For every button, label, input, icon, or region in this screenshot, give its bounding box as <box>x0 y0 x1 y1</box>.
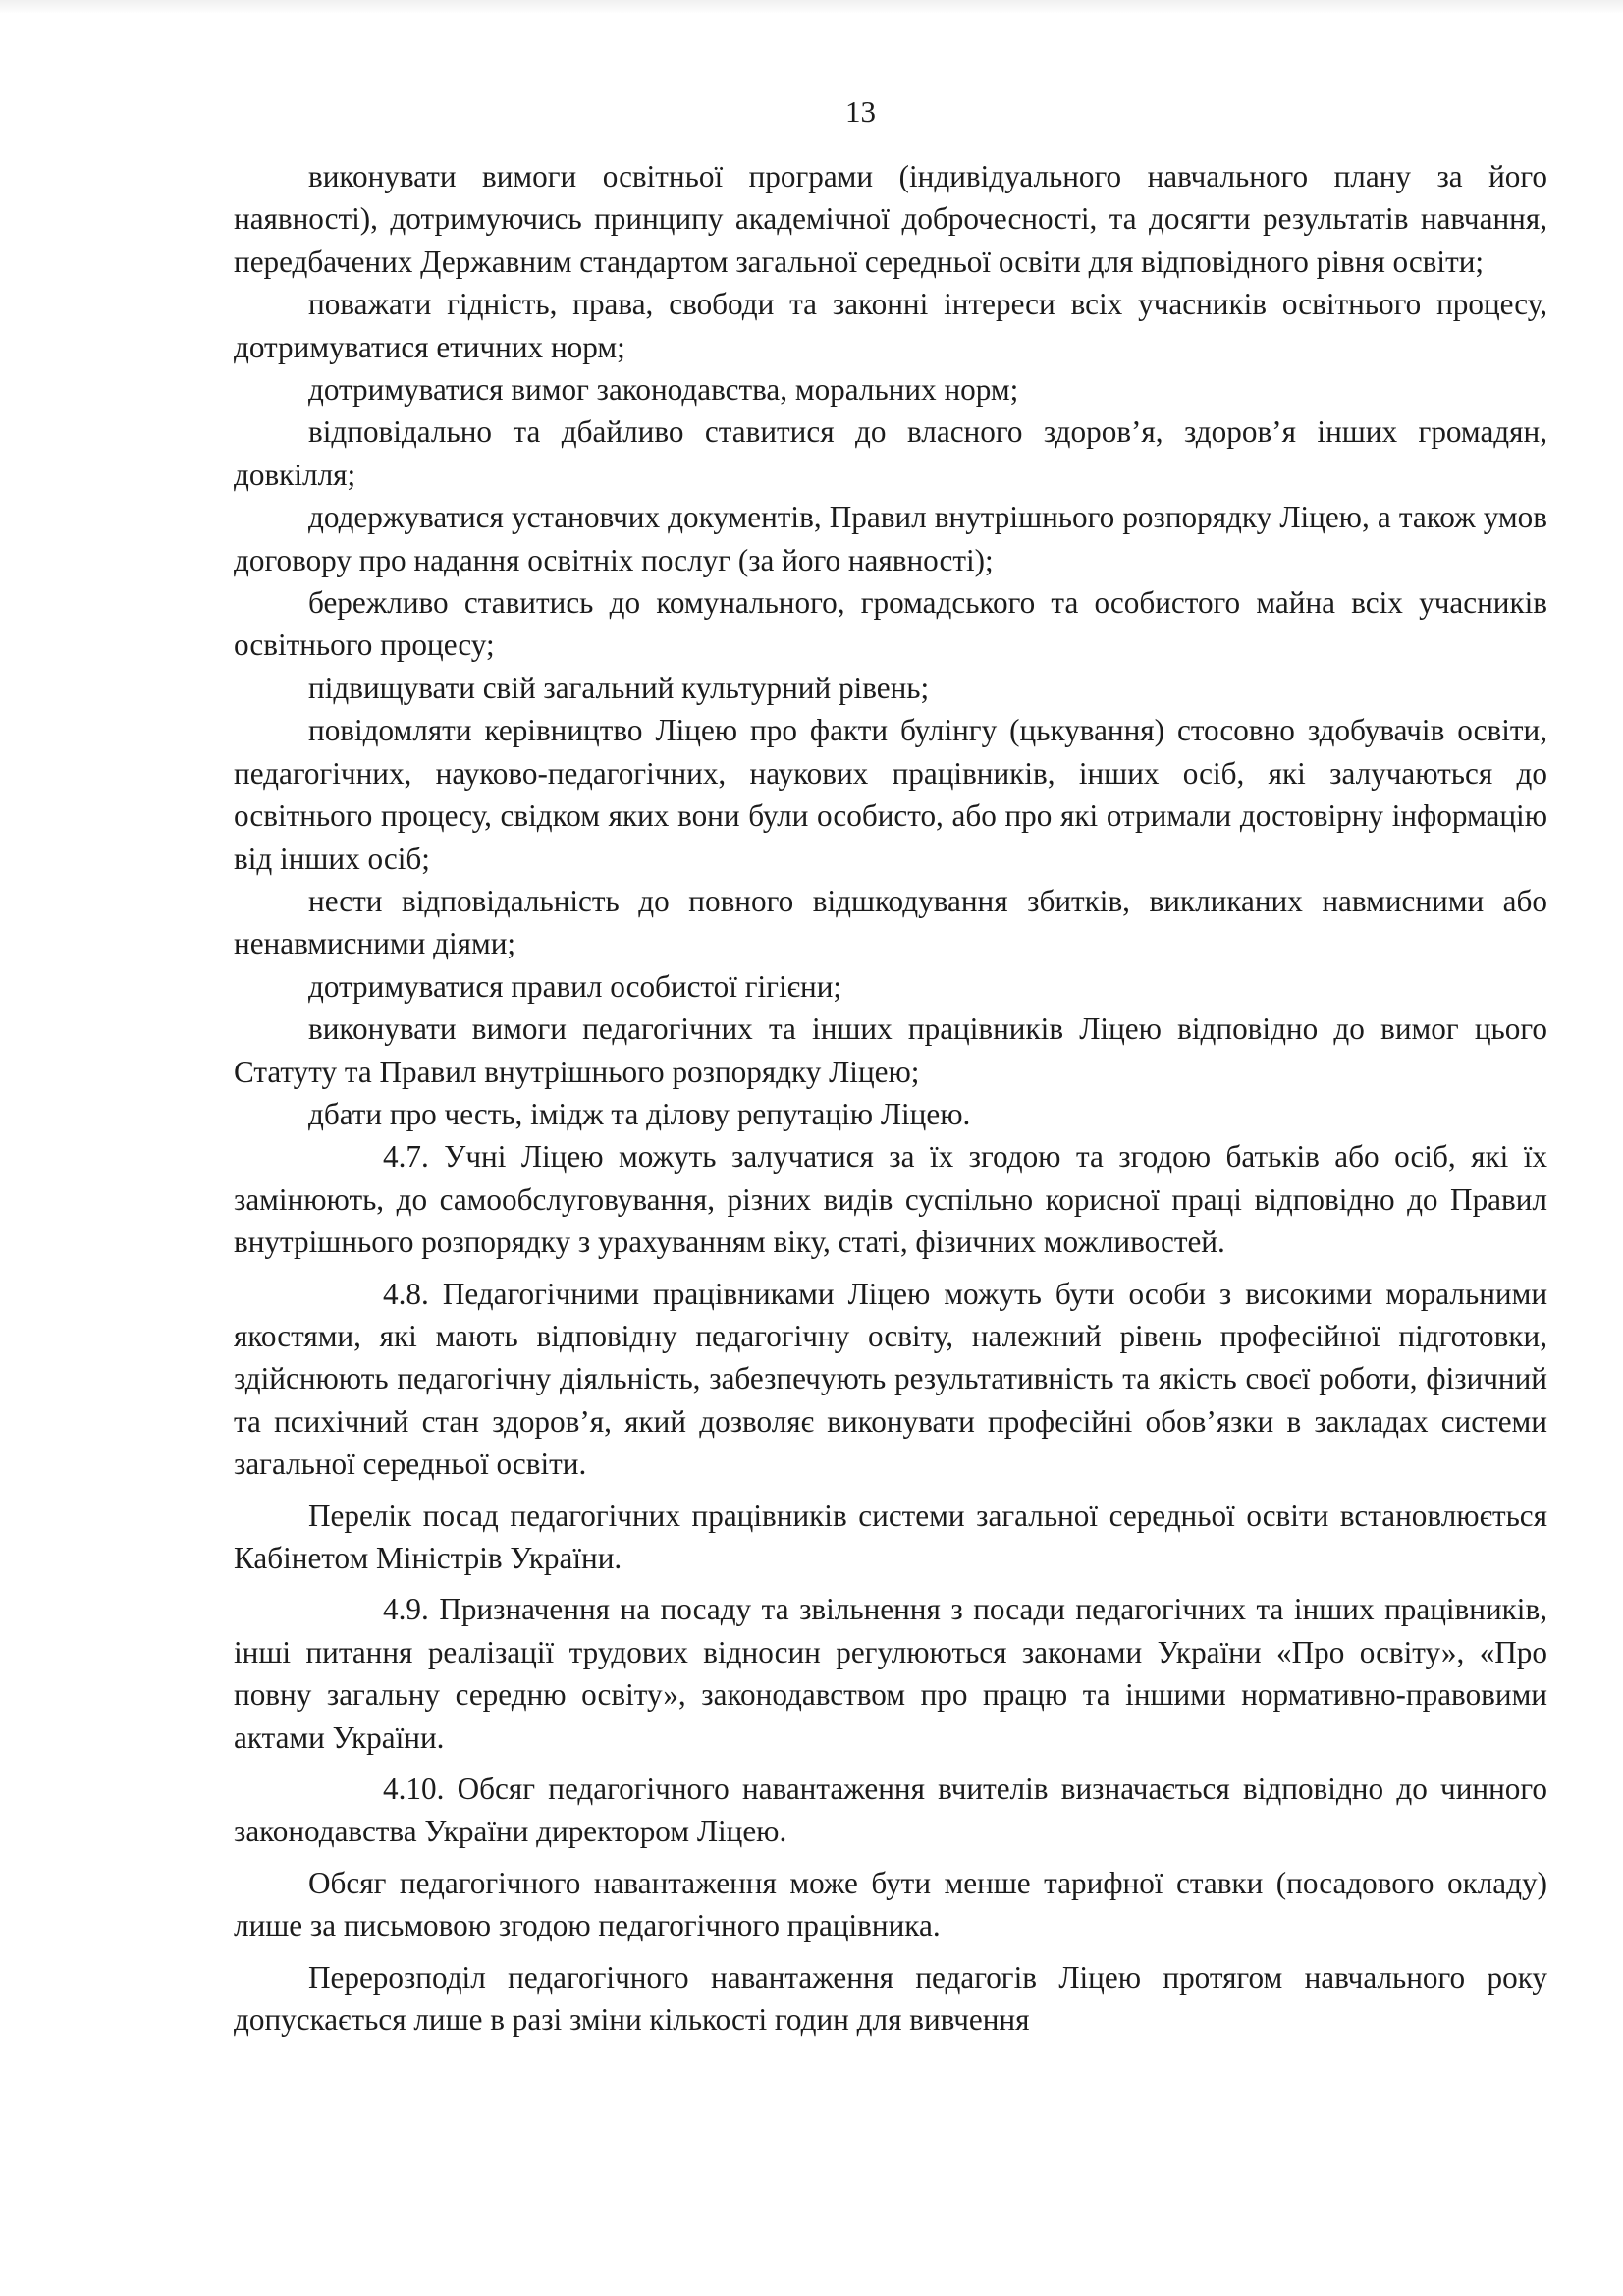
paragraph-duty-documents <box>234 496 1547 581</box>
clause-4-10 <box>234 1768 1547 1853</box>
paragraph-workload-redistribution <box>234 1956 1547 2042</box>
paragraph-text: виконувати вимоги освітньої програми (індивідуального навчального плану за його наявності), дотримуючись принципу академічної доброчесності, та досягти результатів навчання, передбачених Державним стандартом загальної середньої освіти для відповідного рівня освіти; <box>234 159 1547 279</box>
document-body <box>234 155 1547 2041</box>
paragraph-text: додержуватися установчих документів, Правил внутрішнього розпорядку Ліцею, а також умов договору про надання освітніх послуг (за його наявності); <box>234 500 1547 577</box>
paragraph-text: відповідально та дбайливо ставитися до власного здоров’я, здоров’я інших громадян, довкілля; <box>234 414 1547 492</box>
paragraph-text: дбати про честь, імідж та ділову репутацію Ліцею. <box>308 1096 971 1131</box>
clause-number: 4.10. <box>383 1772 445 1807</box>
clause-4-8 <box>234 1273 1547 1486</box>
paragraph-duty-damages <box>234 880 1547 965</box>
paragraph-duty-law <box>234 368 1547 410</box>
paragraph-workload-consent <box>234 1862 1547 1947</box>
paragraph-text: Педагогічними працівниками Ліцею можуть бути особи з високими моральними якостями, які мають відповідну педагогічну освіту, належний рівень професійної підготовки, здійснюють педагогічну діяльність, забезпечують результативність та якість своєї роботи, фізичний та психічний стан здоров’я, який дозволяє виконувати професійні обов’язки в закладах системи загальної середньої освіти. <box>234 1276 1548 1482</box>
paragraph-duty-reputation <box>234 1093 1547 1135</box>
paragraph-duty-bullying <box>234 709 1547 880</box>
paragraph-text: бережливо ставитись до комунального, громадського та особистого майна всіх учасників освітнього процесу; <box>234 585 1547 663</box>
paragraph-text: дотримуватися вимог законодавства, моральних норм; <box>308 372 1019 408</box>
paragraph-positions-list <box>234 1495 1547 1580</box>
paragraph-text: поважати гідність, права, свободи та законні інтереси всіх учасників освітнього процесу, дотримуватися етичних норм; <box>234 287 1547 364</box>
clause-4-9 <box>234 1588 1547 1759</box>
paragraph-duty-property <box>234 581 1547 667</box>
paragraph-text: дотримуватися правил особистої гігієни; <box>308 968 842 1004</box>
paragraph-duty-culture <box>234 667 1547 709</box>
paragraph-text: Перелік посад педагогічних працівників системи загальної середньої освіти встановлюється Кабінетом Міністрів України. <box>234 1498 1547 1575</box>
paragraph-text: Обсяг педагогічного навантаження може бути менше тарифної ставки (посадового окладу) лише за письмовою згодою педагогічного працівника. <box>234 1865 1547 1943</box>
paragraph-text: повідомляти керівництво Ліцею про факти булінгу (цькування) стосовно здобувачів освіти, педагогічних, науково-педагогічних, наукових працівників, інших осіб, які залучаються до освітнього процесу, свідком яких вони були особисто, або про які отримали достовірну інформацію від інших осіб; <box>234 713 1547 876</box>
clause-4-7 <box>234 1135 1547 1263</box>
paragraph-text: Обсяг педагогічного навантаження вчителів визначається відповідно до чинного законодавства України директором Ліцею. <box>234 1772 1548 1849</box>
scan-edge-shadow <box>0 0 1623 14</box>
paragraph-duty-health <box>234 410 1547 496</box>
clause-number: 4.9. <box>383 1592 429 1627</box>
clause-number: 4.8. <box>383 1276 429 1311</box>
paragraph-text: Учні Ліцею можуть залучатися за їх згодою та згодою батьків або осіб, які їх замінюють, до самообслуговування, різних видів суспільно корисної праці відповідно до Правил внутрішнього розпорядку з урахуванням віку, статі, фізичних можливостей. <box>234 1139 1548 1260</box>
clause-number: 4.7. <box>383 1139 429 1175</box>
paragraph-duty-requirements <box>234 1008 1547 1093</box>
paragraph-duty-program <box>234 155 1547 283</box>
paragraph-text: підвищувати свій загальний культурний рівень; <box>308 670 930 705</box>
paragraph-text: нести відповідальність до повного відшкодування збитків, викликаних навмисними або ненавмисними діями; <box>234 883 1547 961</box>
page-number: 13 <box>845 94 876 129</box>
paragraph-duty-hygiene <box>234 965 1547 1008</box>
paragraph-text: Перерозподіл педагогічного навантаження педагогів Ліцею протягом навчального року допускається лише в разі зміни кількості годин для вивчення <box>234 1959 1547 2038</box>
paragraph-text: Призначення на посаду та звільнення з посади педагогічних та інших працівників, інші питання реалізації трудових відносин регулюються законами України «Про освіту», «Про повну загальну середню освіту», законодавством про працю та іншими нормативно-правовими актами України. <box>234 1592 1547 1755</box>
paragraph-text: виконувати вимоги педагогічних та інших працівників Ліцею відповідно до вимог цього Статуту та Правил внутрішнього розпорядку Ліцею; <box>234 1011 1547 1089</box>
paragraph-duty-dignity <box>234 283 1547 368</box>
